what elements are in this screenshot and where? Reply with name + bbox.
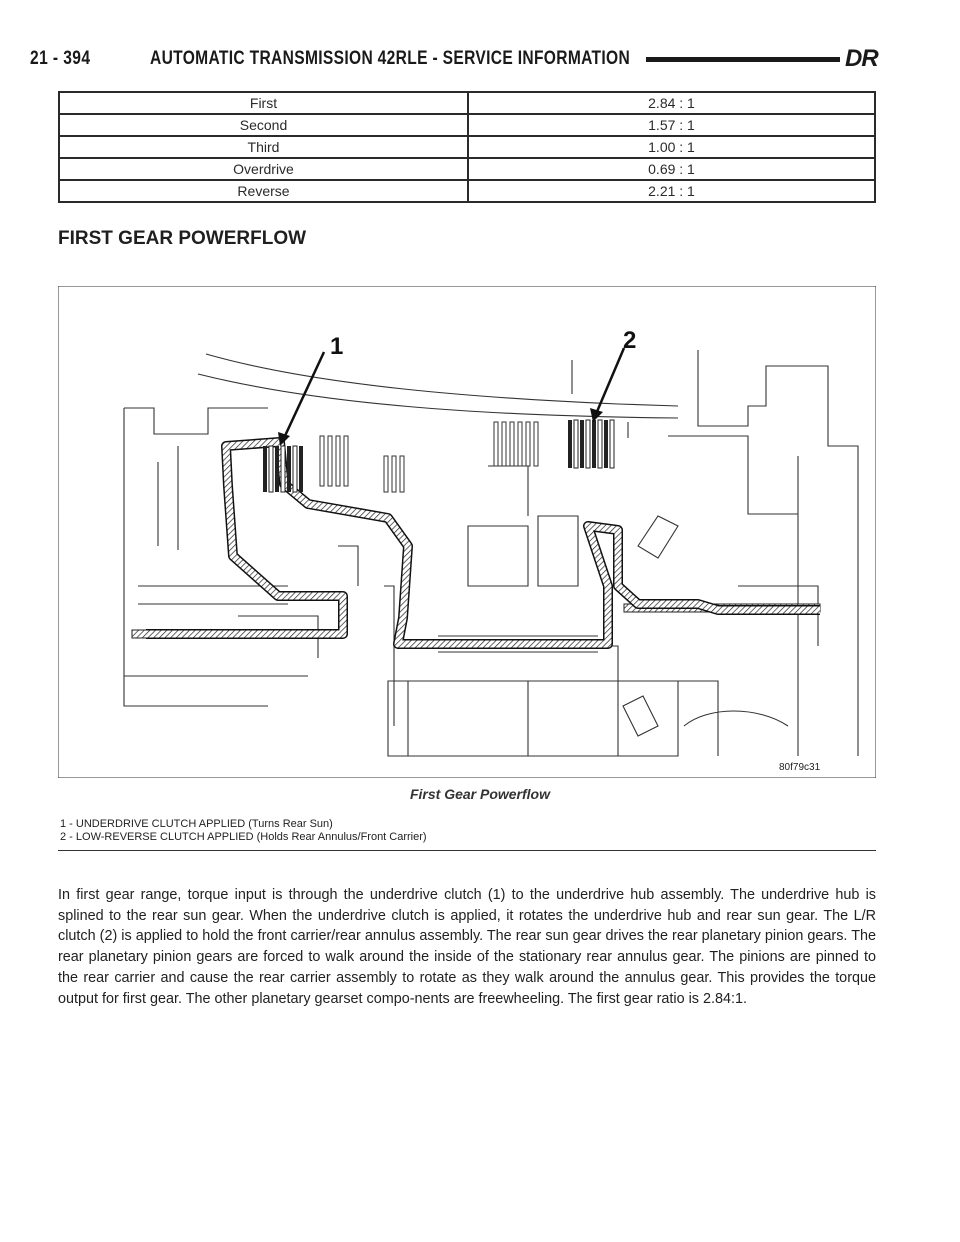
dr-logo: DR bbox=[845, 45, 878, 72]
powerflow-diagram bbox=[58, 286, 876, 778]
section-title: FIRST GEAR POWERFLOW bbox=[58, 228, 307, 249]
gear-ratio-cell: 0.69 : 1 bbox=[468, 158, 875, 180]
callout-1-label: 1 bbox=[330, 333, 344, 360]
legend-item-1: 1 - UNDERDRIVE CLUTCH APPLIED (Turns Rear Sun) bbox=[60, 818, 333, 830]
gear-ratio-cell: 1.57 : 1 bbox=[468, 114, 875, 136]
gear-name-cell: First bbox=[59, 92, 468, 114]
body-paragraph: In first gear range, torque input is through the underdrive clutch (1) to the underdrive hub assembly. The underdrive hub is splined to the rear sun gear. When the underdrive clutch is applied, it rotates the underdrive hub and rear sun gear. The L/R clutch (2) is applied to hold the front carrier/rear annulus assembly. The rear sun gear drives the rear planetary pinion gears. The rear planetary pinion gears are forced to walk around the inside of the stationary rear annulus gear. The pinions are pinned to the rear carrier and cause the rear carrier assembly to rotate as they walk around the annulus gear. This provides the torque output for first gear. The other planetary gearset compo-nents are freewheeling. The first gear ratio is 2.84:1. bbox=[58, 887, 876, 1007]
legend-item-2: 2 - LOW-REVERSE CLUTCH APPLIED (Holds Rear Annulus/Front Carrier) bbox=[60, 831, 427, 843]
gear-name-cell: Third bbox=[59, 136, 468, 158]
figure-caption: First Gear Powerflow bbox=[409, 786, 551, 802]
legend-rule bbox=[58, 850, 876, 851]
table-row bbox=[59, 114, 875, 136]
figure-frame bbox=[58, 286, 876, 778]
gear-name-cell: Reverse bbox=[59, 180, 468, 202]
gear-ratio-table bbox=[58, 91, 876, 203]
header-rule bbox=[646, 57, 840, 62]
other-clutch-packs bbox=[320, 422, 538, 492]
page-header bbox=[30, 44, 878, 74]
powerflow-path bbox=[146, 442, 820, 644]
page-number: 21 - 394 bbox=[30, 48, 91, 69]
gear-ratio-cell: 2.21 : 1 bbox=[468, 180, 875, 202]
callout-1 bbox=[278, 333, 343, 446]
gear-name-cell: Second bbox=[59, 114, 468, 136]
gear-ratio-cell: 1.00 : 1 bbox=[468, 136, 875, 158]
underdrive-clutch-pack bbox=[263, 446, 303, 492]
low-reverse-clutch-pack bbox=[568, 420, 614, 468]
table-row bbox=[59, 136, 875, 158]
callout-2 bbox=[590, 327, 636, 422]
callout-2-label: 2 bbox=[623, 327, 637, 354]
manual-title: AUTOMATIC TRANSMISSION 42RLE - SERVICE INFORMATION bbox=[150, 48, 631, 69]
table-row bbox=[59, 92, 875, 114]
table-row bbox=[59, 180, 875, 202]
gear-name-cell: Overdrive bbox=[59, 158, 468, 180]
figure-code: 80f79c31 bbox=[779, 762, 821, 773]
figure-legend bbox=[60, 818, 427, 844]
table-row bbox=[59, 158, 875, 180]
gear-ratio-cell: 2.84 : 1 bbox=[468, 92, 875, 114]
